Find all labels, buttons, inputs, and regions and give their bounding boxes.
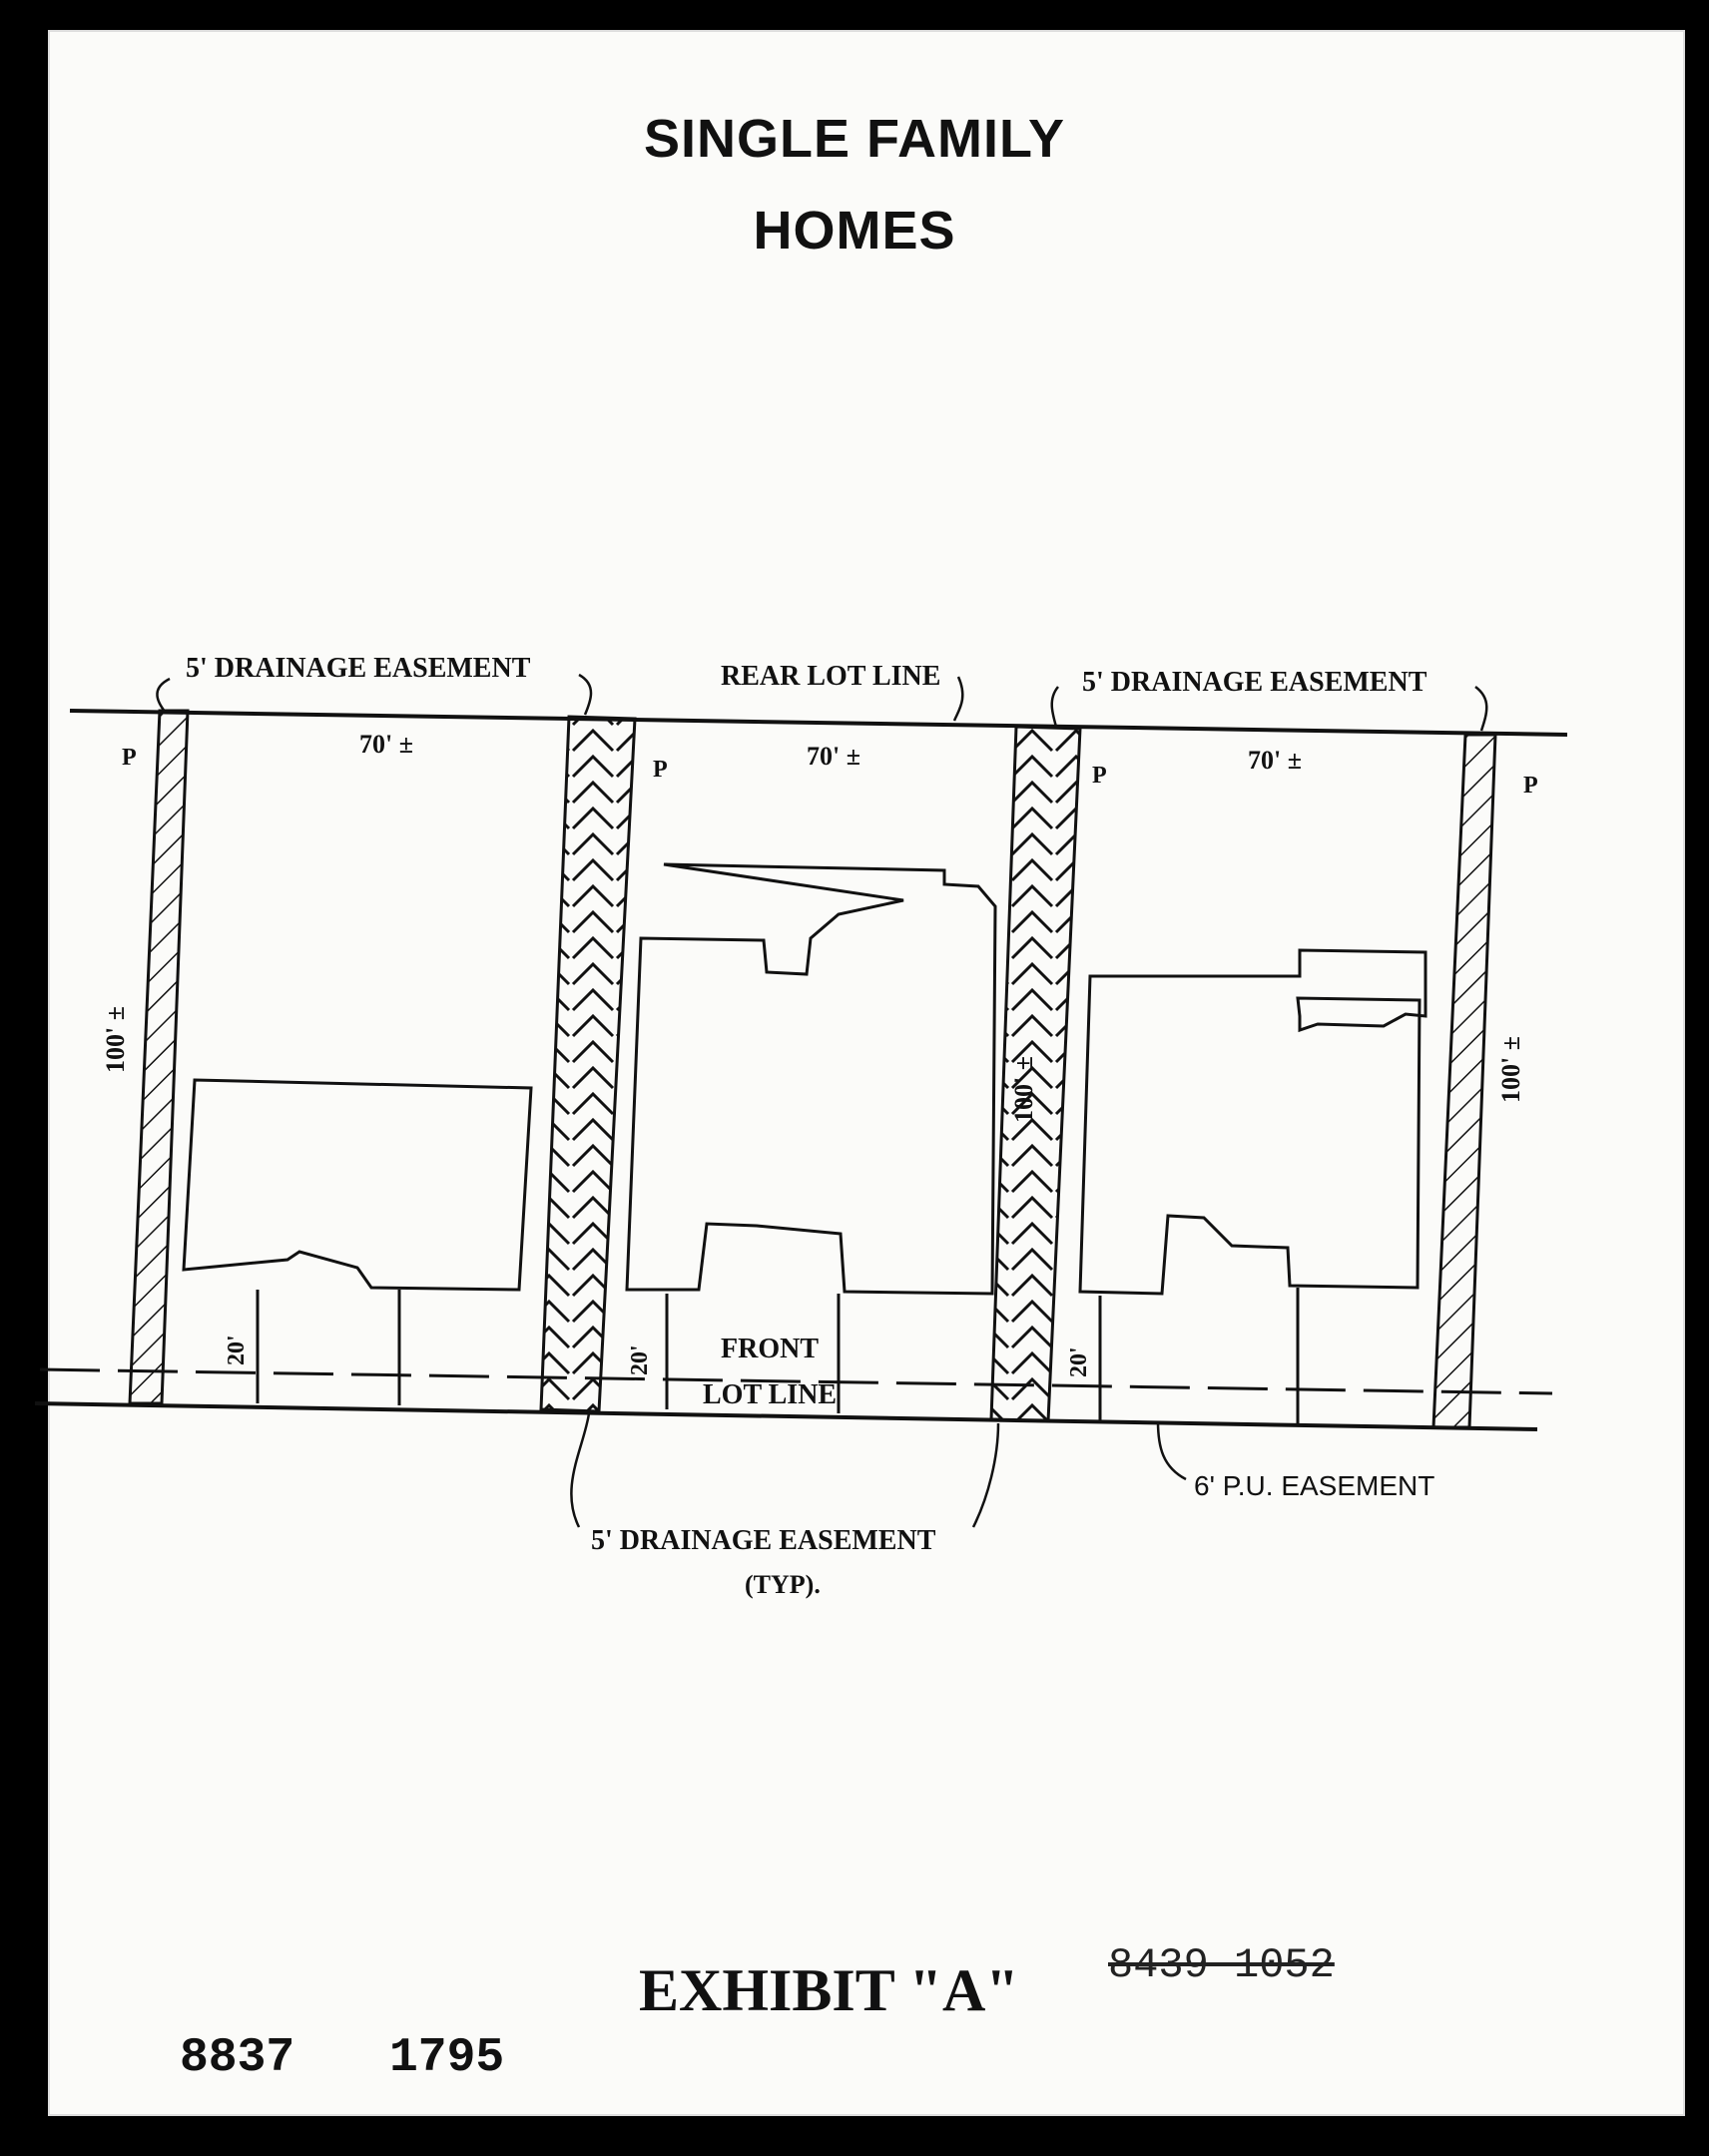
drainage-easement-label-left: 5' DRAINAGE EASEMENT bbox=[186, 653, 531, 684]
exhibit-label: EXHIBIT "A" bbox=[639, 1957, 1019, 2023]
lot-width-label-3: 70' ± bbox=[1248, 746, 1302, 775]
lot-width-label-2: 70' ± bbox=[807, 742, 860, 771]
old-reference-number: 8439 1052 bbox=[1108, 1941, 1335, 1989]
property-mark-3: P bbox=[1092, 763, 1107, 789]
front-lot-line-label-2: LOT LINE bbox=[703, 1379, 838, 1410]
rear-lot-line bbox=[70, 711, 1567, 735]
lot-depth-label-2: 100' ± bbox=[1009, 1056, 1038, 1123]
lot-width-label-1: 70' ± bbox=[359, 730, 413, 759]
house-footprint-3 bbox=[1080, 950, 1425, 1294]
property-mark-2: P bbox=[653, 757, 668, 783]
lot-depth-label-3: 100' ± bbox=[1496, 1036, 1525, 1103]
house-footprint-1 bbox=[184, 1080, 531, 1290]
page-number: 1795 bbox=[389, 2031, 505, 2085]
house-footprint-2 bbox=[627, 864, 995, 1294]
title-line-2: HOMES bbox=[753, 201, 956, 261]
title-line-1: SINGLE FAMILY bbox=[643, 109, 1066, 169]
property-mark-4: P bbox=[1523, 773, 1538, 799]
setback-label-2: 20' bbox=[627, 1345, 653, 1375]
drainage-easement-typ-label: (TYP). bbox=[745, 1570, 821, 1599]
drainage-easement-label-right: 5' DRAINAGE EASEMENT bbox=[1082, 667, 1427, 698]
front-lot-line-label-1: FRONT bbox=[721, 1334, 819, 1364]
setback-label-3: 20' bbox=[1066, 1347, 1092, 1377]
property-mark-1: P bbox=[122, 745, 137, 771]
setback-label-1: 20' bbox=[224, 1335, 250, 1365]
rear-lot-line-label: REAR LOT LINE bbox=[721, 661, 941, 692]
drainage-easement-label-bottom: 5' DRAINAGE EASEMENT bbox=[591, 1525, 936, 1556]
easement-strip-4 bbox=[1433, 735, 1495, 1427]
pu-easement-label: 6' P.U. EASEMENT bbox=[1194, 1470, 1435, 1501]
easement-strip-1 bbox=[130, 711, 188, 1403]
lot-depth-label-1: 100' ± bbox=[101, 1006, 130, 1073]
easement-strip-2 bbox=[541, 717, 635, 1411]
book-number: 8837 bbox=[180, 2031, 295, 2085]
